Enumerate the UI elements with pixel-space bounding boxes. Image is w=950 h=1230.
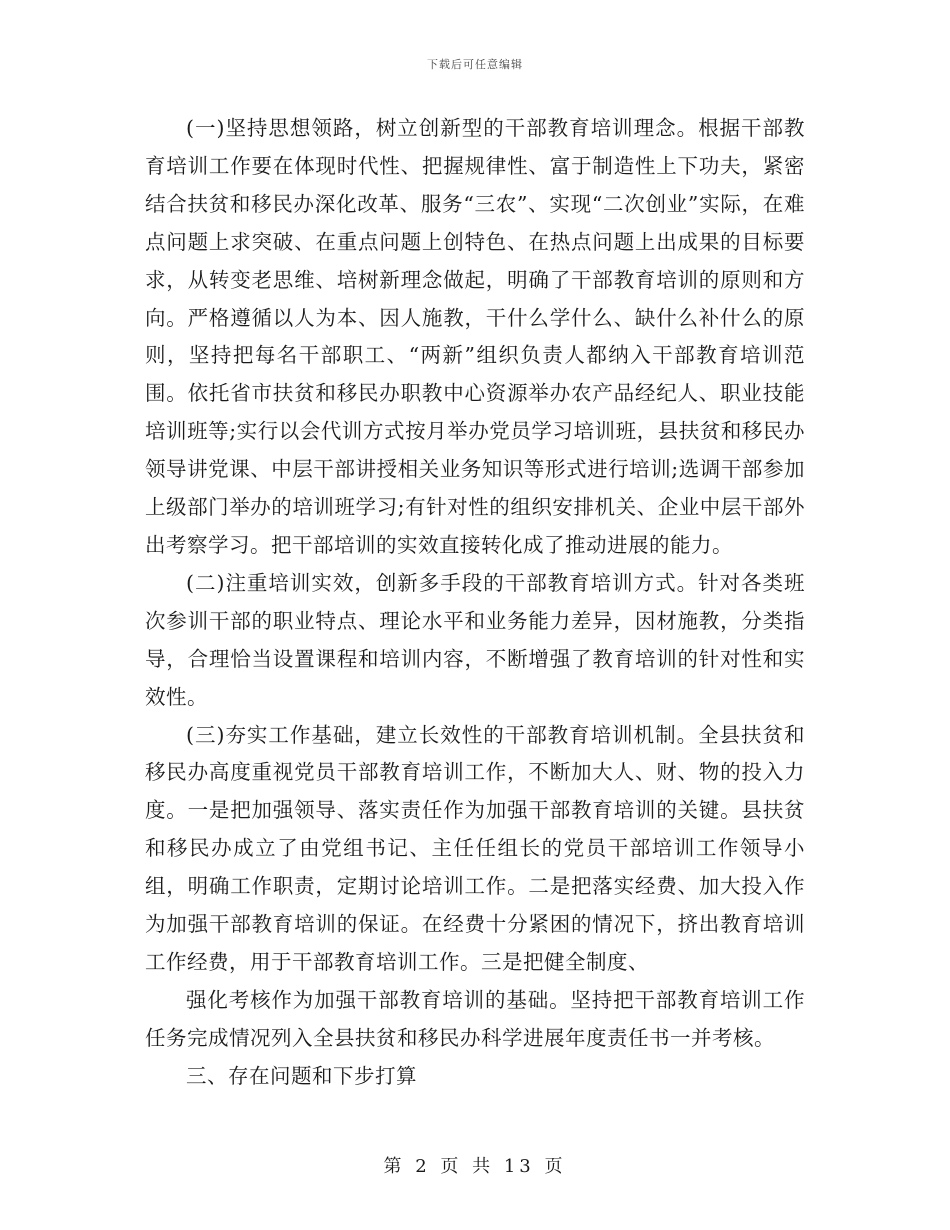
document-body (145, 110, 805, 1096)
paragraph-training-mechanism: (三)夯实工作基础，建立长效性的干部教育培训机制。全县扶贫和移民办高度重视党员干部教育培训工作，不断加大人、财、物的投入力度。一是把加强领导、落实责任作为加强干部教育培训的关键。县扶贫和移民办成立了由党组书记、主任任组长的党员干部培训工作领导小组，明确工作职责，定期讨论培训工作。二是把落实经费、加大投入作为加强干部教育培训的保证。在经费十分紧困的情况下，挤出教育培训工作经费，用于干部教育培训工作。三是把健全制度、 (145, 722, 805, 974)
section-heading-problems-plans: 三、存在问题和下步打算 (186, 1063, 417, 1088)
page-header: 下载后可任意编辑 (427, 58, 523, 71)
paragraph-assessment: 强化考核作为加强干部教育培训的基础。坚持把干部教育培训工作任务完成情况列入全县扶贫和移民办科学进展年度责任书一并考核。 (145, 987, 805, 1050)
paragraph-training-methods: (二)注重培训实效，创新多手段的干部教育培训方式。针对各类班次参训干部的职业特点、理论水平和业务能力差异，因材施教，分类指导，合理恰当设置课程和培训内容，不断增强了教育培训的针对性和实效性。 (145, 570, 805, 709)
paragraph-cultivation-concept: (一)坚持思想领路，树立创新型的干部教育培训理念。根据干部教育培训工作要在体现时代性、把握规律性、富于制造性上下功夫，紧密结合扶贫和移民办深化改革、服务“三农”、实现“二次创业”实际，在难点问题上求突破、在重点问题上创特色、在热点问题上出成果的目标要求，从转变老思维、培树新理念做起，明确了干部教育培训的原则和方向。严格遵循以人为本、因人施教，干什么学什么、缺什么补什么的原则，坚持把每名干部职工、“两新”组织负责人都纳入干部教育培训范围。依托省市扶贫和移民办职教中心资源举办农产品经纪人、职业技能培训班等;实行以会代训方式按月举办党员学习培训班，县扶贫和移民办领导讲党课、中层干部讲授相关业务知识等形式进行培训;选调干部参加上级部门举办的培训班学习;有针对性的组织安排机关、企业中层干部外出考察学习。把干部培训的实效直接转化成了推动进展的能力。 (145, 116, 805, 557)
page-number-footer: 第 2 页 共 13 页 (383, 1156, 567, 1177)
